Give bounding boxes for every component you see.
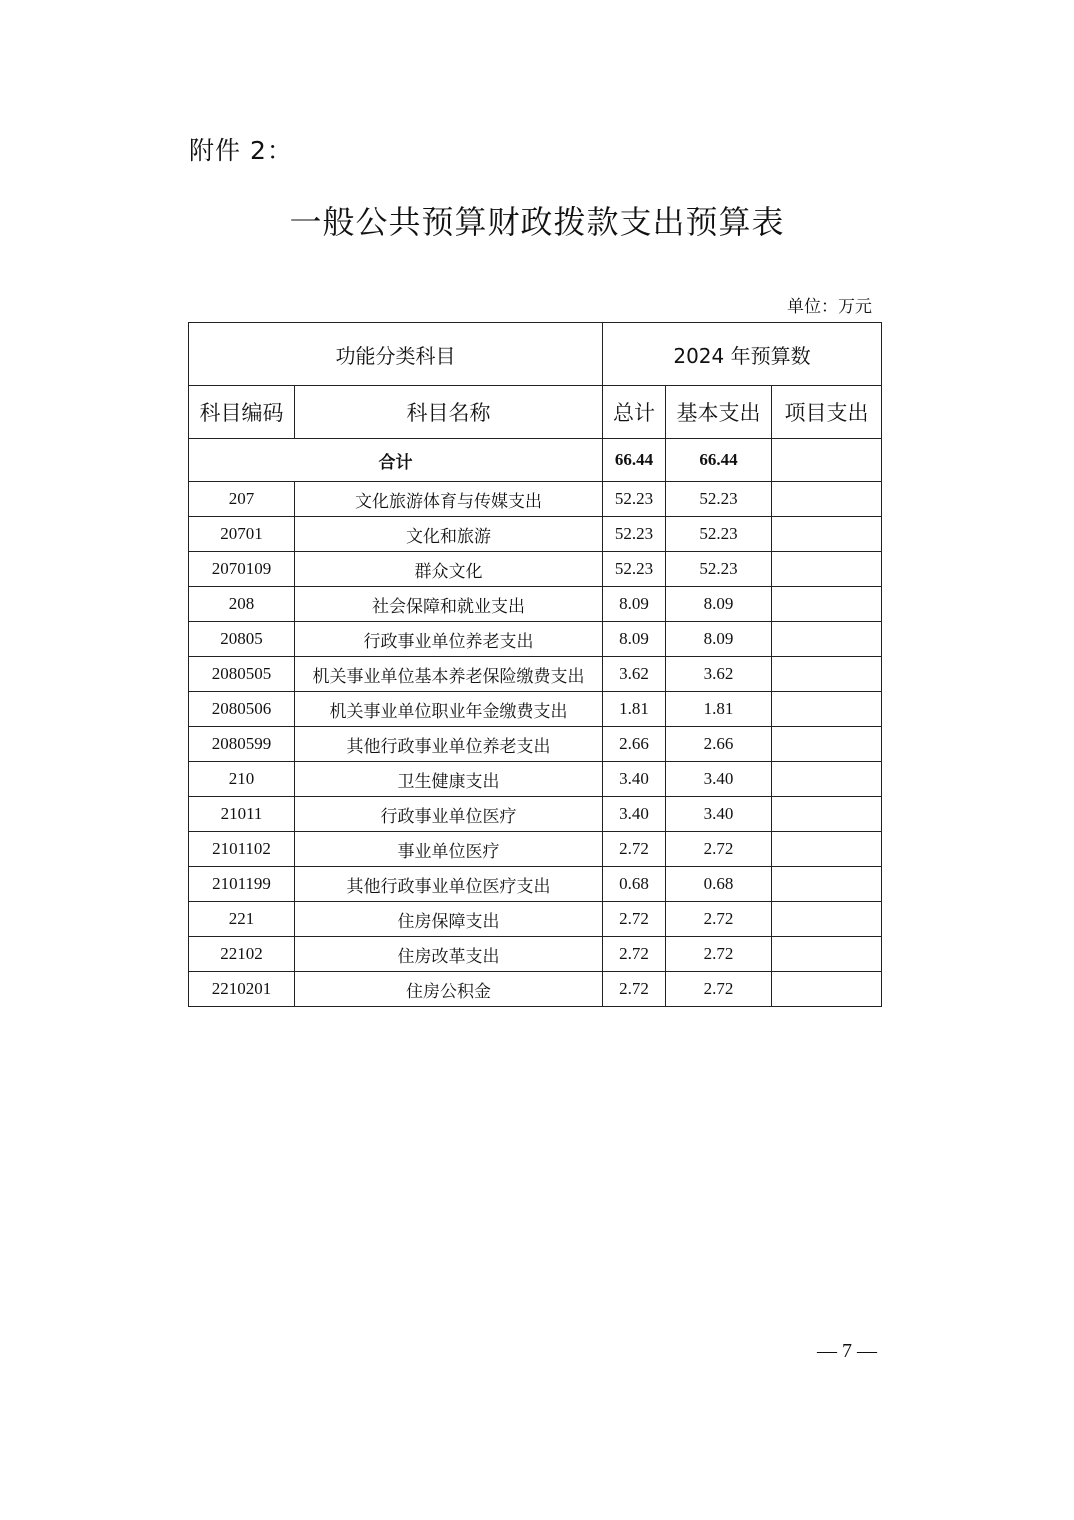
- cell-name: 行政事业单位医疗: [295, 797, 603, 832]
- cell-total: 3.62: [603, 657, 666, 692]
- cell-code: 207: [189, 482, 295, 517]
- cell-basic: 8.09: [666, 587, 772, 622]
- cell-project: [772, 937, 882, 972]
- table-row: [189, 762, 882, 797]
- cell-basic: 1.81: [666, 692, 772, 727]
- cell-name: 其他行政事业单位医疗支出: [295, 867, 603, 902]
- cell-name: 住房改革支出: [295, 937, 603, 972]
- header-total: 总计: [603, 386, 666, 439]
- cell-total: 2.72: [603, 902, 666, 937]
- cell-name: 机关事业单位职业年金缴费支出: [295, 692, 603, 727]
- cell-project: [772, 902, 882, 937]
- cell-code: 2080599: [189, 727, 295, 762]
- cell-project: [772, 867, 882, 902]
- cell-project: [772, 797, 882, 832]
- table-row: [189, 552, 882, 587]
- cell-name: 住房保障支出: [295, 902, 603, 937]
- cell-project: [772, 552, 882, 587]
- cell-code: 208: [189, 587, 295, 622]
- cell-total: 8.09: [603, 622, 666, 657]
- header-group-row: [189, 323, 882, 386]
- table-row: [189, 692, 882, 727]
- header-code: 科目编码: [189, 386, 295, 439]
- table-row: [189, 867, 882, 902]
- cell-name: 群众文化: [295, 552, 603, 587]
- table-row: [189, 517, 882, 552]
- cell-project: [772, 762, 882, 797]
- cell-name: 卫生健康支出: [295, 762, 603, 797]
- total-basic: 66.44: [666, 439, 772, 482]
- cell-basic: 3.40: [666, 797, 772, 832]
- cell-code: 210: [189, 762, 295, 797]
- total-row: [189, 439, 882, 482]
- cell-project: [772, 482, 882, 517]
- cell-name: 事业单位医疗: [295, 832, 603, 867]
- cell-code: 21011: [189, 797, 295, 832]
- cell-project: [772, 622, 882, 657]
- cell-project: [772, 692, 882, 727]
- total-label: 合计: [189, 439, 603, 482]
- cell-project: [772, 972, 882, 1007]
- table-row: [189, 587, 882, 622]
- cell-total: 3.40: [603, 762, 666, 797]
- attachment-label: 附件 2：: [189, 136, 293, 165]
- header-functional-classification: 功能分类科目: [189, 323, 603, 386]
- unit-label: 单位：万元: [787, 297, 872, 317]
- cell-total: 52.23: [603, 482, 666, 517]
- header-basic: 基本支出: [666, 386, 772, 439]
- cell-name: 文化和旅游: [295, 517, 603, 552]
- cell-name: 文化旅游体育与传媒支出: [295, 482, 603, 517]
- cell-basic: 0.68: [666, 867, 772, 902]
- cell-project: [772, 587, 882, 622]
- table-row: [189, 727, 882, 762]
- cell-total: 2.72: [603, 972, 666, 1007]
- cell-code: 2210201: [189, 972, 295, 1007]
- cell-name: 其他行政事业单位养老支出: [295, 727, 603, 762]
- cell-total: 8.09: [603, 587, 666, 622]
- cell-basic: 8.09: [666, 622, 772, 657]
- cell-basic: 3.62: [666, 657, 772, 692]
- cell-total: 2.72: [603, 937, 666, 972]
- header-budget-year: 2024 年预算数: [603, 323, 882, 386]
- cell-basic: 2.72: [666, 937, 772, 972]
- cell-project: [772, 517, 882, 552]
- cell-basic: 2.72: [666, 902, 772, 937]
- cell-basic: 3.40: [666, 762, 772, 797]
- cell-code: 2070109: [189, 552, 295, 587]
- cell-name: 行政事业单位养老支出: [295, 622, 603, 657]
- cell-code: 20701: [189, 517, 295, 552]
- cell-code: 20805: [189, 622, 295, 657]
- table-row: [189, 657, 882, 692]
- cell-code: 22102: [189, 937, 295, 972]
- cell-project: [772, 832, 882, 867]
- cell-basic: 2.72: [666, 972, 772, 1007]
- total-project: [772, 439, 882, 482]
- cell-total: 0.68: [603, 867, 666, 902]
- table-row: [189, 797, 882, 832]
- cell-basic: 52.23: [666, 482, 772, 517]
- total-total: 66.44: [603, 439, 666, 482]
- cell-total: 2.72: [603, 832, 666, 867]
- table-row: [189, 622, 882, 657]
- table-row: [189, 972, 882, 1007]
- page-number: — 7 —: [817, 1340, 877, 1362]
- cell-code: 2080505: [189, 657, 295, 692]
- cell-total: 2.66: [603, 727, 666, 762]
- cell-basic: 52.23: [666, 552, 772, 587]
- cell-name: 社会保障和就业支出: [295, 587, 603, 622]
- cell-code: 2101102: [189, 832, 295, 867]
- cell-total: 1.81: [603, 692, 666, 727]
- header-column-row: [189, 386, 882, 439]
- budget-table: [188, 322, 882, 1007]
- page-title: 一般公共预算财政拨款支出预算表: [289, 203, 785, 241]
- cell-name: 住房公积金: [295, 972, 603, 1007]
- cell-total: 3.40: [603, 797, 666, 832]
- header-name: 科目名称: [295, 386, 603, 439]
- cell-code: 2080506: [189, 692, 295, 727]
- cell-total: 52.23: [603, 517, 666, 552]
- cell-name: 机关事业单位基本养老保险缴费支出: [295, 657, 603, 692]
- header-project: 项目支出: [772, 386, 882, 439]
- table-row: [189, 937, 882, 972]
- cell-project: [772, 657, 882, 692]
- table-row: [189, 902, 882, 937]
- cell-basic: 2.66: [666, 727, 772, 762]
- cell-total: 52.23: [603, 552, 666, 587]
- table-row: [189, 482, 882, 517]
- cell-code: 221: [189, 902, 295, 937]
- cell-basic: 52.23: [666, 517, 772, 552]
- table-row: [189, 832, 882, 867]
- cell-code: 2101199: [189, 867, 295, 902]
- cell-project: [772, 727, 882, 762]
- cell-basic: 2.72: [666, 832, 772, 867]
